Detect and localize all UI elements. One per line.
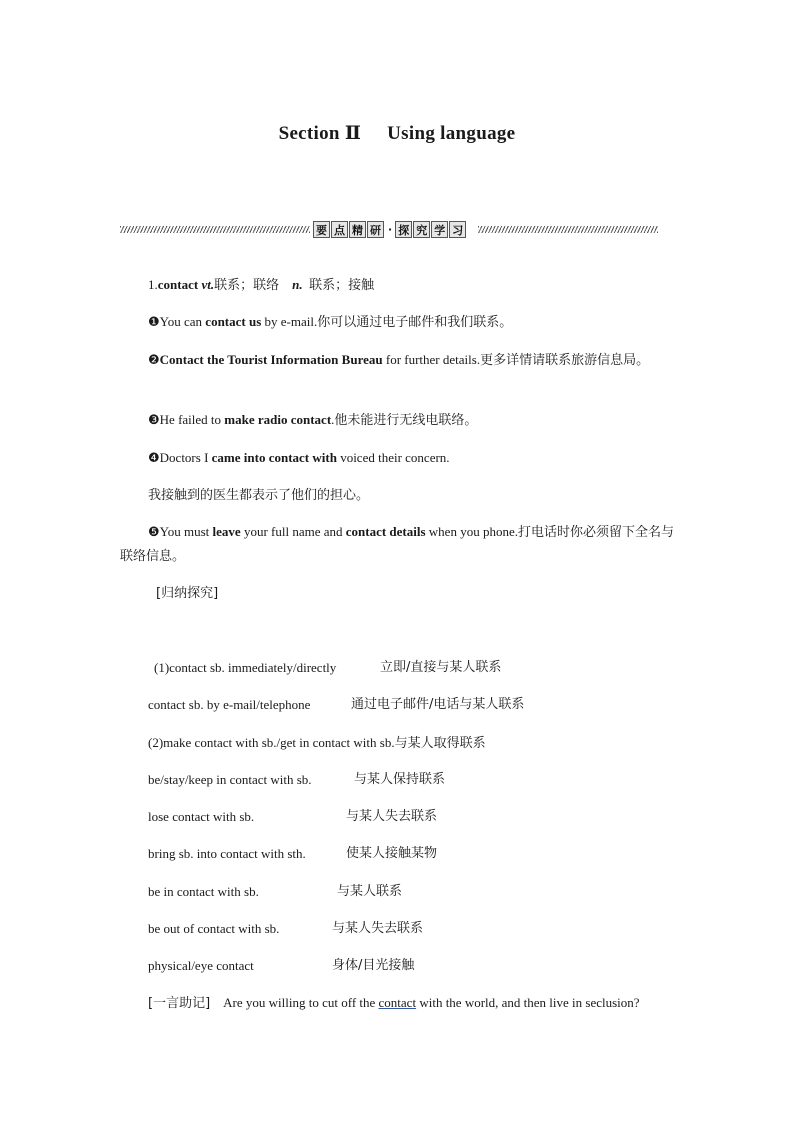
banner-char: 习	[449, 221, 466, 238]
section-number: Section Ⅱ	[278, 123, 362, 144]
phrase-zh: 通过电子邮件/电话与某人联系	[351, 697, 525, 712]
example-translation: 你可以通过电子邮件和我们联系。	[317, 315, 513, 330]
example-text: You can	[159, 314, 206, 329]
phrase-en: contact sb. by e-mail/telephone	[148, 697, 311, 712]
example-text: when you phone.	[425, 524, 518, 539]
section-banner	[120, 220, 658, 238]
memo-text: Are you willing to cut off the	[223, 995, 379, 1010]
example-number: ❹	[148, 451, 160, 466]
phrase-zh: 立即/直接与某人联系	[380, 660, 502, 675]
banner-char: 要	[313, 221, 330, 238]
example-4	[120, 446, 680, 470]
example-translation: 我接触到的医生都表示了他们的担心。	[148, 488, 370, 503]
banner-left-hatch	[120, 226, 310, 233]
page-title	[0, 122, 794, 145]
example-text: He failed to	[159, 412, 225, 427]
phrase-en: be out of contact with sb.	[148, 921, 280, 936]
example-keyword: contact us	[205, 314, 262, 329]
entry-pos-n: n.	[292, 277, 303, 292]
banner-right-hatch	[478, 226, 658, 233]
example-1	[120, 310, 680, 334]
memo-label: [一言助记]	[148, 996, 211, 1011]
example-text: your full name and	[240, 524, 346, 539]
example-number: ❸	[148, 413, 160, 428]
example-number: ❺	[148, 525, 160, 540]
banner-char: 究	[413, 221, 430, 238]
example-translation: 打电话时你必须留下全名与联络信息。	[120, 525, 674, 564]
entry-heading	[148, 276, 374, 294]
example-number: ❷	[148, 353, 160, 368]
example-number: ❶	[148, 315, 160, 330]
memo-text: with the world, and then live in seclusion?	[416, 995, 640, 1010]
phrase-row	[148, 734, 486, 752]
phrase-row	[148, 845, 438, 862]
example-translation: 更多详情请联系旅游信息局。	[480, 353, 650, 368]
phrase-en: bring sb. into contact with sth.	[148, 846, 306, 861]
phrase-zh: 与某人保持联系	[354, 772, 446, 787]
example-4-translation	[120, 483, 680, 507]
example-5	[120, 520, 680, 568]
memo-underlined-word: contact	[378, 995, 417, 1010]
phrase-en: (1)contact sb. immediately/directly	[154, 660, 337, 675]
entry-word: contact	[157, 277, 199, 292]
entry-number: 1.	[148, 277, 158, 292]
summary-label: [归纳探究]	[156, 586, 219, 601]
example-text: by e-mail.	[261, 314, 318, 329]
banner-badge	[313, 220, 467, 238]
phrase-en: be in contact with sb.	[148, 884, 259, 899]
example-3	[120, 408, 680, 432]
phrase-en: lose contact with sb.	[148, 809, 255, 824]
phrase-row	[148, 771, 446, 788]
phrase-zh: 与某人取得联系	[394, 736, 486, 751]
entry-pos-vt: vt.	[201, 277, 215, 292]
example-text: for further details.	[382, 352, 481, 367]
phrase-row	[148, 957, 415, 974]
phrase-en: (2)make contact with sb./get in contact with sb.	[148, 735, 395, 750]
phrase-row	[148, 883, 403, 900]
example-keyword: leave	[212, 524, 241, 539]
example-2	[120, 348, 680, 372]
example-translation: 他未能进行无线电联络。	[334, 413, 478, 428]
memo-line	[148, 994, 640, 1012]
banner-char: 探	[395, 221, 412, 238]
example-keyword: came into contact with	[211, 450, 337, 465]
example-text: .	[331, 412, 335, 427]
phrase-zh: 身体/目光接触	[332, 958, 415, 973]
phrase-en: physical/eye contact	[148, 958, 254, 973]
example-keyword: make radio contact	[224, 412, 332, 427]
phrase-row	[148, 808, 438, 825]
example-keyword: contact details	[345, 524, 426, 539]
entry-meaning-n: 联系；接触	[309, 278, 375, 293]
phrase-row	[148, 920, 424, 937]
phrase-row	[154, 659, 502, 676]
entry-meaning-vt: 联系；联络	[214, 278, 280, 293]
phrase-zh: 与某人失去联系	[332, 921, 424, 936]
banner-char: 研	[367, 221, 384, 238]
phrase-en: be/stay/keep in contact with sb.	[148, 772, 312, 787]
phrase-zh: 使某人接触某物	[346, 846, 438, 861]
example-text: voiced their concern.	[336, 450, 450, 465]
banner-char: 精	[349, 221, 366, 238]
phrase-row	[148, 696, 525, 713]
banner-char: 点	[331, 221, 348, 238]
section-name: Using language	[387, 123, 516, 144]
example-keyword: Contact the Tourist Information Bureau	[159, 352, 383, 367]
phrase-zh: 与某人失去联系	[346, 809, 438, 824]
example-text: You must	[159, 524, 213, 539]
phrase-zh: 与某人联系	[337, 884, 403, 899]
banner-char: 学	[431, 221, 448, 238]
example-text: Doctors I	[159, 450, 212, 465]
banner-dot: ·	[388, 222, 393, 236]
